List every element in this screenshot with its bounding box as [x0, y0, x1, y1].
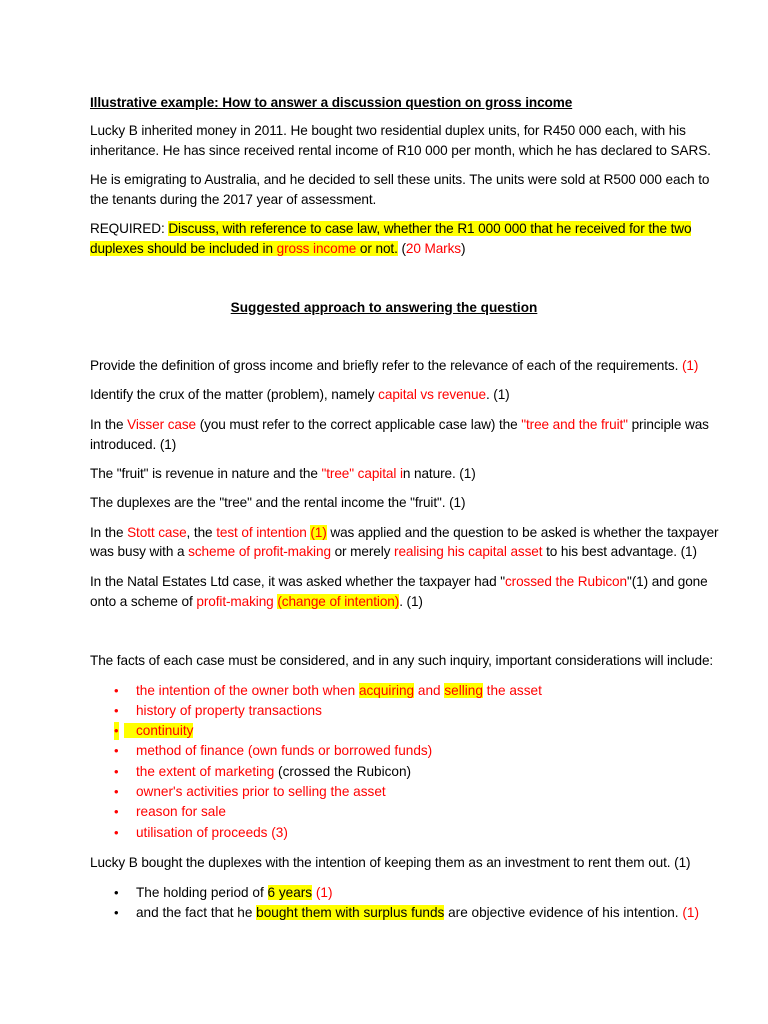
required-highlight: Discuss, with reference to case law, whether the R1 000 000 that he received for the two — [168, 221, 692, 236]
natal-profit-making: profit-making — [196, 594, 274, 609]
natal-text: onto a scheme of — [90, 594, 197, 609]
required-label: REQUIRED: — [90, 221, 169, 236]
paragraph-visser-line-2: introduced. (1) — [90, 437, 177, 452]
required-space: ( — [397, 241, 406, 256]
paragraph-facts: The facts of each case must be considered, and in any such inquiry, important considerations will include: — [90, 653, 714, 668]
bullet-glyph: • — [114, 825, 119, 840]
visser-text: (you must refer to the correct applicable case law) the — [196, 417, 522, 432]
stott-text: , the — [186, 525, 217, 540]
stott-text: In the — [90, 525, 128, 540]
definition-mark: (1) — [681, 358, 699, 373]
bullet-text: The holding period of — [136, 885, 268, 900]
crux-text: Identify the crux of the matter (problem), namely — [90, 387, 379, 402]
bullet-surplus-funds: bought them with surplus funds — [256, 905, 445, 920]
bullet-glyph: • — [114, 764, 119, 779]
required-highlight: or not. — [356, 241, 398, 256]
bullet-text: the asset — [482, 683, 542, 698]
bullet-text: and — [414, 683, 445, 698]
stott-profit-making: scheme of profit-making — [188, 544, 331, 559]
bullet-text: and the fact that he — [136, 905, 257, 920]
bullet-glyph: • — [114, 784, 119, 799]
bullet-text: are objective evidence of his intention. — [444, 905, 683, 920]
paragraph-fruit — [90, 465, 476, 483]
suggested-approach-text: Suggested approach to answering the question — [230, 300, 538, 315]
list-item: history of property transactions — [136, 703, 322, 718]
visser-case: Visser case — [127, 417, 197, 432]
paragraph-stott-line-1 — [90, 524, 718, 542]
natal-text: . (1) — [399, 594, 423, 609]
suggested-approach-heading — [0, 299, 768, 317]
paragraph-natal-line-2 — [90, 593, 423, 611]
stott-capital-asset: realising his capital asset — [394, 544, 543, 559]
bullet-text: the intention of the owner both when — [136, 683, 359, 698]
required-highlight: duplexes should be included in — [90, 241, 277, 256]
stott-text: was busy with a — [90, 544, 189, 559]
bullet-selling: selling — [444, 683, 483, 698]
bullet-mark: (1) — [682, 905, 699, 920]
bullet-marketing: the extent of marketing — [136, 764, 275, 779]
paragraph-intro-line-2: inheritance. He has since received rental income of R10 000 per month, which he has declared to SARS. — [90, 143, 711, 158]
stott-text: to his best advantage. (1) — [542, 544, 697, 559]
bullet-text: (crossed the Rubicon) — [274, 764, 412, 779]
paragraph-lucky-b: Lucky B bought the duplexes with the intention of keeping them as an investment to rent them out. (1) — [90, 855, 691, 870]
list-item: owner's activities prior to selling the asset — [136, 784, 386, 799]
bullet-glyph: • — [114, 703, 119, 718]
bullet-acquiring: acquiring — [358, 683, 415, 698]
stott-case: Stott case — [127, 525, 187, 540]
visser-tree-fruit: "tree and the fruit" — [521, 417, 628, 432]
natal-change-of-intention: (change of intention) — [277, 594, 400, 609]
visser-text: In the — [90, 417, 128, 432]
paragraph-intro-line-1: Lucky B inherited money in 2011. He bought two residential duplex units, for R450 000 each, with his — [90, 123, 686, 138]
bullet-glyph: • — [114, 743, 119, 758]
stott-test-of-intention: test of intention — [216, 525, 307, 540]
fruit-text: The "fruit" is revenue in nature and the — [90, 466, 322, 481]
list-item: utilisation of proceeds (3) — [136, 825, 288, 840]
paragraph-visser-line-1 — [90, 416, 709, 434]
paragraph-emigrating-line-2: the tenants during the 2017 year of assessment. — [90, 192, 377, 207]
list-item — [124, 722, 193, 740]
list-item — [136, 682, 542, 700]
document-heading: Illustrative example: How to answer a discussion question on gross income — [90, 95, 573, 110]
bullet-glyph: • — [114, 723, 119, 738]
visser-text: principle was — [627, 417, 709, 432]
definition-text: Provide the definition of gross income and briefly refer to the relevance of each of the requirements. — [90, 358, 682, 373]
paragraph-natal-line-1 — [90, 573, 708, 591]
paragraph-definition — [90, 357, 698, 375]
list-item: reason for sale — [136, 804, 226, 819]
fruit-capital: capital i — [357, 466, 403, 481]
fruit-tree: "tree" — [321, 466, 354, 481]
bullet-glyph: • — [114, 804, 119, 819]
required-line-2 — [90, 240, 465, 258]
list-item — [136, 904, 699, 922]
bullet-glyph: • — [114, 905, 119, 920]
stott-text: was applied and the question to be asked is whether the taxpayer — [326, 525, 719, 540]
bullet-six-years: 6 years — [267, 885, 313, 900]
bullet-continuity: continuity — [124, 723, 193, 738]
natal-text: "(1) and gone — [626, 574, 708, 589]
crux-mark: . (1) — [485, 387, 510, 402]
list-item — [136, 763, 411, 781]
paragraph-crux — [90, 386, 510, 404]
stott-mark: (1) — [310, 525, 327, 540]
required-close: ) — [460, 241, 466, 256]
required-marks: 20 Marks — [405, 241, 461, 256]
paragraph-duplexes: The duplexes are the "tree" and the rental income the "fruit". (1) — [90, 495, 466, 510]
bullet-mark: (1) — [315, 885, 333, 900]
natal-rubicon: crossed the Rubicon — [504, 574, 627, 589]
list-item — [136, 884, 332, 902]
required-line-1 — [90, 220, 691, 238]
natal-text: In the Natal Estates Ltd case, it was asked whether the taxpayer had " — [90, 574, 505, 589]
fruit-text: n nature. (1) — [402, 466, 476, 481]
stott-text: or merely — [330, 544, 395, 559]
list-item: method of finance (own funds or borrowed funds) — [136, 743, 433, 758]
paragraph-emigrating-line-1: He is emigrating to Australia, and he decided to sell these units. The units were sold at R500 000 each to — [90, 172, 710, 187]
required-gross-income: gross income — [276, 241, 357, 256]
bullet-glyph: • — [114, 683, 119, 698]
crux-capital-vs-revenue: capital vs revenue — [378, 387, 486, 402]
paragraph-stott-line-2 — [90, 543, 697, 561]
bullet-glyph: • — [114, 885, 119, 900]
